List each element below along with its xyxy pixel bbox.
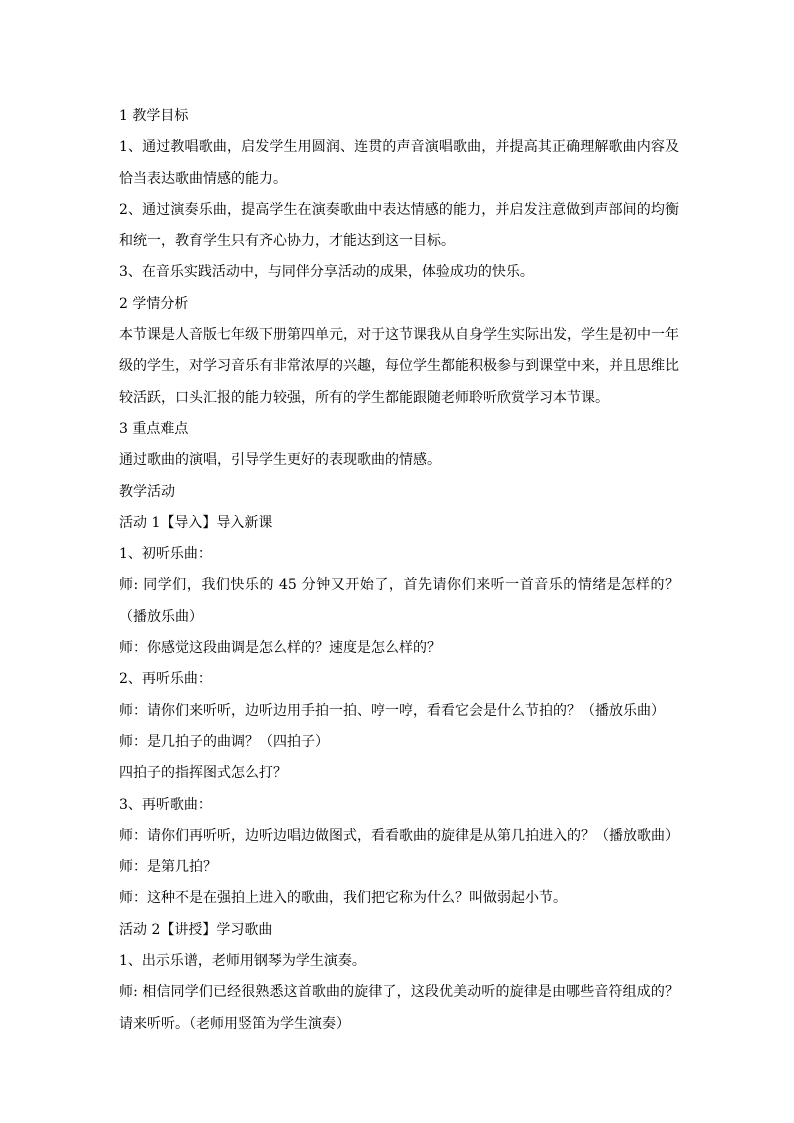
activity-1-step-3: 3、再听歌曲： (119, 796, 212, 813)
heading-key-points: 3 重点难点 (119, 420, 189, 437)
document-page (119, 101, 679, 1040)
student-analysis-text: 本节课是人音版七年级下册第四单元，对于这节课我从自身学生实际出发，学生是初中一年级的学生，对学习音乐有非常浓厚的兴趣，每位学生都能积极参与到课堂中来，并且思维比较活跃，口头汇报的能力较强，所有的学生都能跟随老师聆听欣赏学习本节课。 (119, 327, 679, 406)
goal-item-1: 1、通过教唱歌曲，启发学生用圆润、连贯的声音演唱歌曲，并提高其正确理解歌曲内容及恰当表达歌曲情感的能力。 (119, 139, 679, 187)
activity-1-step-2: 2、再听乐曲： (119, 671, 212, 688)
heading-student-analysis: 2 学情分析 (119, 295, 189, 312)
goal-item-3: 3、在音乐实践活动中，与同伴分享活动的成果，体验成功的快乐。 (119, 264, 534, 281)
activity-1-dialog-3: 师：请你们来听听，边听边用手拍一拍、哼一哼，看看它会是什么节拍的？（播放乐曲） (119, 702, 665, 719)
activity-1-step-1: 1、初听乐曲： (119, 546, 212, 563)
activity-1-dialog-5: 四拍子的指挥图式怎么打？ (119, 765, 287, 782)
activity-2-dialog-1: 师: 相信同学们已经很熟悉这首歌曲的旋律了，这段优美动听的旋律是由哪些音符组成的？请来听听。（老师用竖笛为学生演奏） (119, 984, 679, 1032)
activity-1-title: 活动 1【导入】导入新课 (119, 514, 273, 531)
goal-item-2: 2、通过演奏乐曲，提高学生在演奏歌曲中表达情感的能力，并启发注意做到声部间的均衡和统一，教育学生只有齐心协力，才能达到这一目标。 (119, 201, 679, 250)
key-points-text: 通过歌曲的演唱，引导学生更好的表现歌曲的情感。 (119, 452, 441, 469)
heading-teaching-activities: 教学活动 (119, 483, 175, 500)
activity-1-dialog-1: 师: 同学们，我们快乐的 45 分钟又开始了，首先请你们来听一首音乐的情绪是怎样的？（播放乐曲） (119, 577, 679, 625)
activity-2-step-1: 1、出示乐谱，老师用钢琴为学生演奏。 (119, 953, 366, 970)
activity-1-dialog-2: 师：你感觉这段曲调是怎么样的？速度是怎么样的？ (119, 640, 441, 657)
activity-1-dialog-7: 师：是第几拍？ (119, 859, 217, 876)
activity-1-dialog-6: 师：请你们再听听，边听边唱边做图式，看看歌曲的旋律是从第几拍进入的？（播放歌曲） (119, 827, 679, 844)
heading-teaching-goals: 1 教学目标 (119, 108, 189, 124)
activity-1-dialog-8: 师：这种不是在强拍上进入的歌曲，我们把它称为什么？叫做弱起小节。 (119, 890, 567, 907)
activity-1-dialog-4: 师：是几拍子的曲调？（四拍子） (119, 733, 329, 750)
activity-2-title: 活动 2【讲授】学习歌曲 (119, 921, 273, 938)
